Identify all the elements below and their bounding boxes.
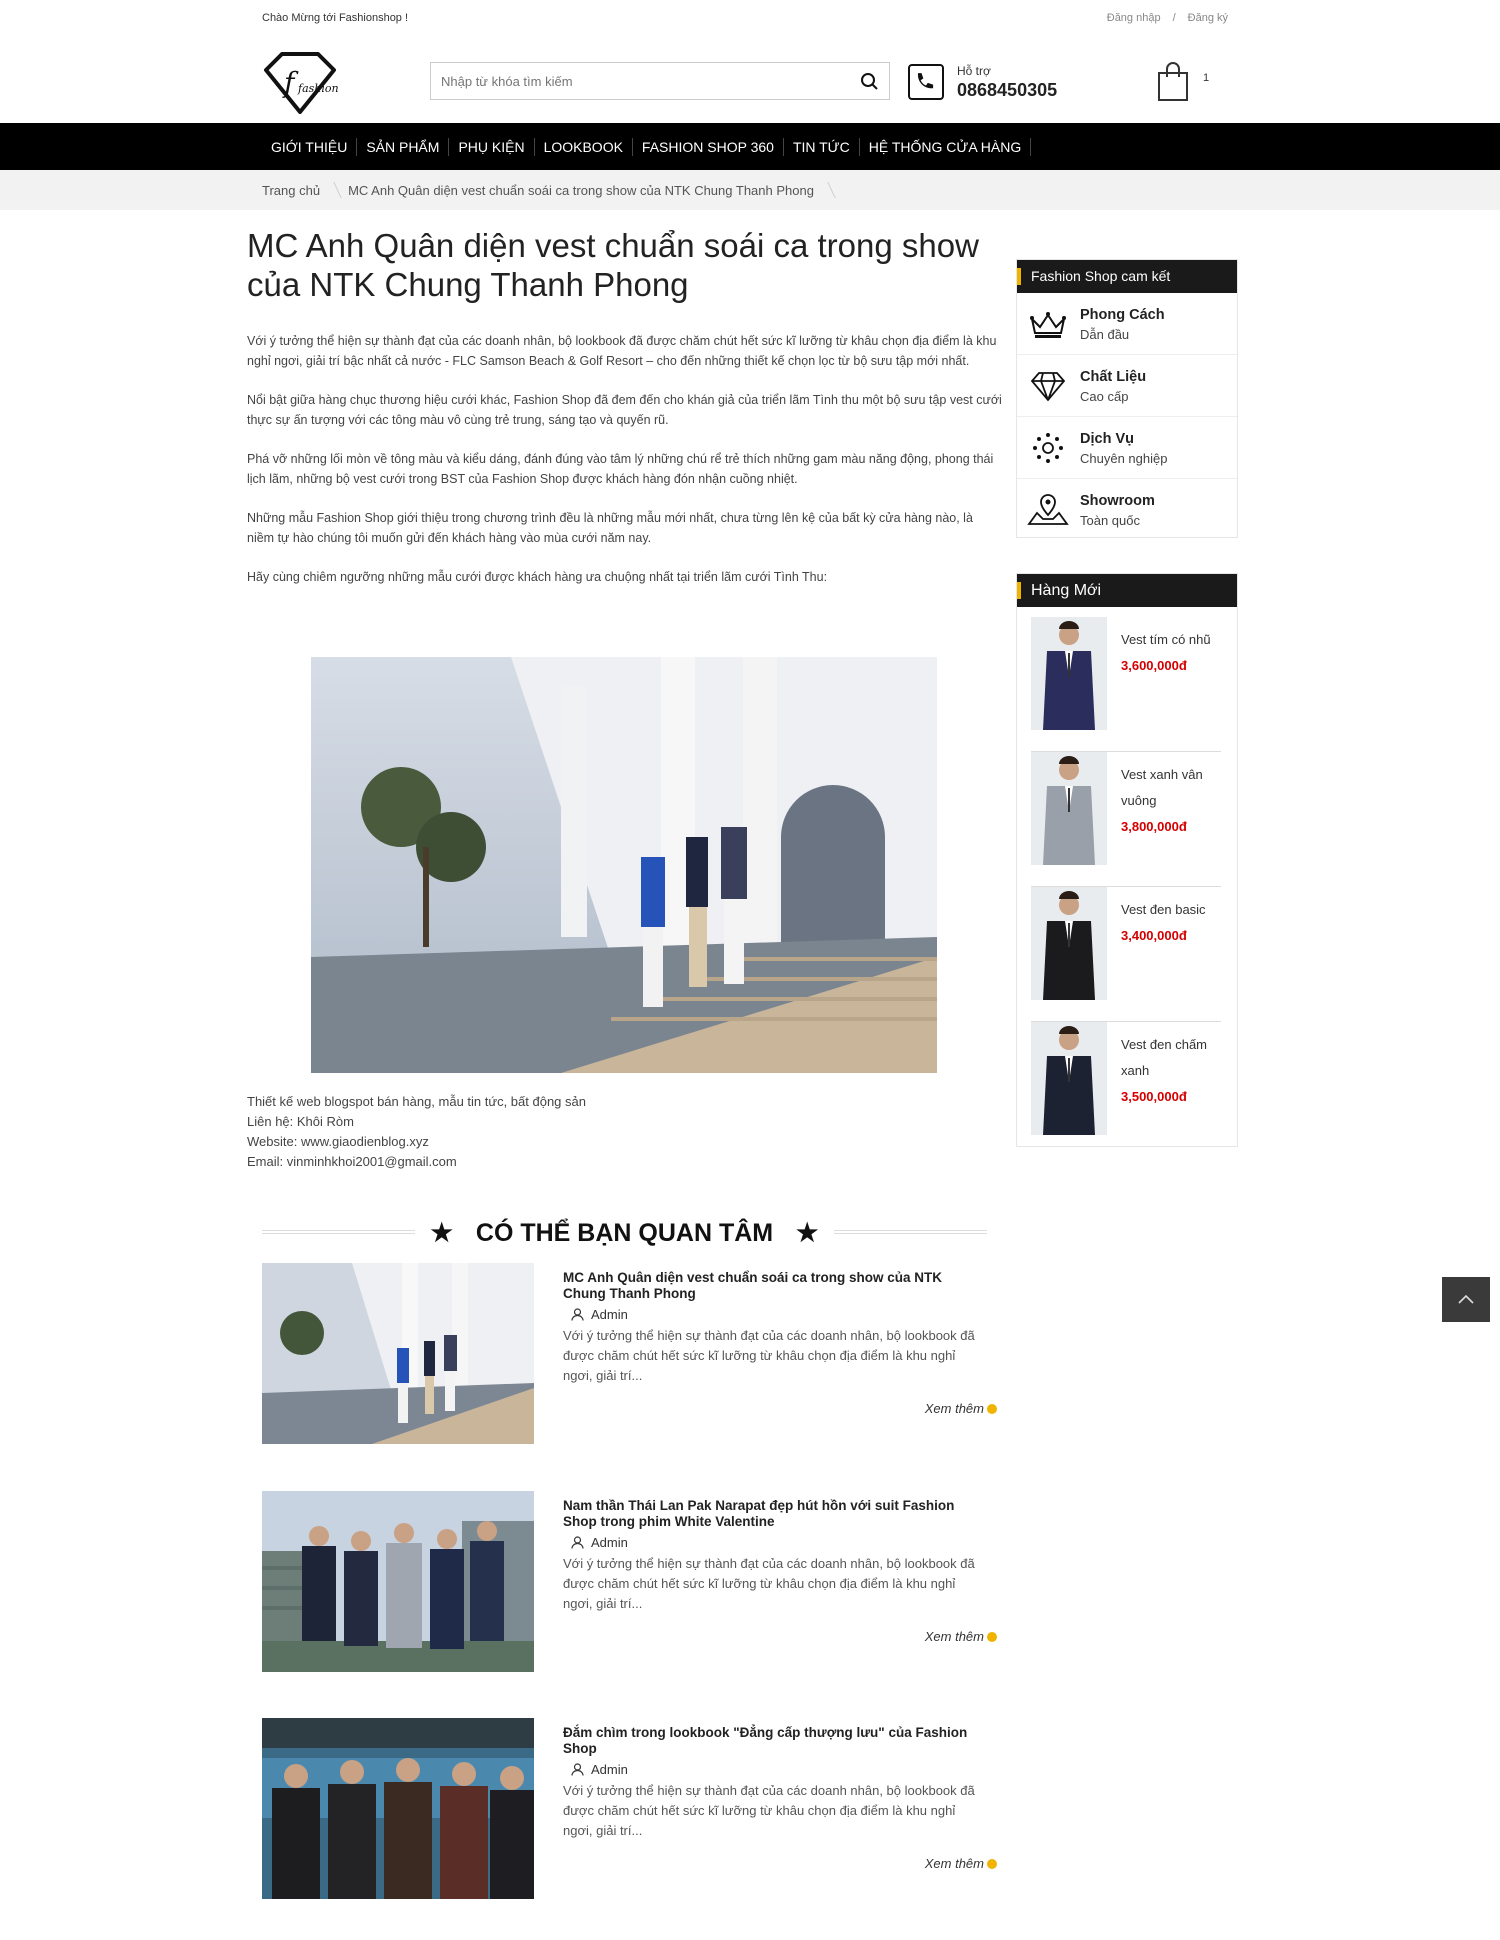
site-header — [0, 36, 1500, 123]
commitment-sub: Toàn quốc — [1080, 513, 1140, 528]
arrow-circle-icon — [987, 1859, 997, 1869]
search-box — [430, 62, 890, 100]
nav-item-he-thong-cua-hang[interactable]: HỆ THỐNG CỬA HÀNG — [860, 138, 1032, 156]
user-icon — [571, 1763, 584, 1776]
nav-item-fashion-shop-360[interactable]: FASHION SHOP 360 — [633, 138, 784, 156]
nav-item-san-pham[interactable]: SẢN PHẨM — [357, 138, 449, 156]
register-link[interactable]: Đăng ký — [1187, 12, 1228, 24]
related-post-excerpt: Với ý tưởng thể hiện sự thành đạt của các doanh nhân, bộ lookbook đã được chăm chút hết sức kĩ lưỡng từ khâu chọn địa điểm là khu nghỉ ngơi, giải trí... — [563, 1783, 975, 1838]
map-pin-icon — [1027, 493, 1069, 527]
widget-title: Fashion Shop cam kết — [1017, 260, 1237, 293]
arrow-circle-icon — [987, 1404, 997, 1414]
product-price: 3,400,000đ — [1121, 928, 1187, 943]
post-author-name: Admin — [591, 1762, 628, 1777]
support-phone[interactable]: 0868450305 — [957, 80, 1058, 100]
article-paragraph: Nổi bật giữa hàng chục thương hiệu cưới khác, Fashion Shop đã đem đến cho khán giả của triển lãm Tình thu một bộ sưu tập vest cưới thực sự ấn tượng với các tông màu vô cùng trẻ trung, sáng tạo và quyến rũ. — [247, 393, 1002, 427]
user-icon — [571, 1308, 584, 1321]
related-post-title[interactable]: Đắm chìm trong lookbook "Đẳng cấp thượng lưu" của Fashion Shop — [563, 1725, 968, 1756]
related-thumbnail[interactable] — [262, 1718, 534, 1899]
arrow-circle-icon — [987, 1632, 997, 1642]
nav-item-tin-tuc[interactable]: TIN TỨC — [784, 138, 860, 156]
search-icon[interactable] — [857, 69, 883, 95]
related-post — [262, 1263, 997, 1445]
widget-title: Hàng Mới — [1017, 574, 1237, 607]
product-image[interactable] — [1031, 1022, 1107, 1135]
article-paragraph: Hãy cùng chiêm ngưỡng những mẫu cưới được khách hàng ưa chuộng nhất tại triển lãm cưới Tình Thu: — [247, 570, 828, 584]
phone-icon — [908, 64, 944, 100]
signature-line: Email: vinminhkhoi2001@gmail.com — [247, 1154, 457, 1169]
post-author-name: Admin — [591, 1535, 628, 1550]
commitment-item — [1017, 293, 1237, 355]
star-icon: ★ — [781, 1219, 826, 1247]
svg-text:fashion: fashion — [298, 82, 339, 95]
read-more-link[interactable] — [925, 1629, 997, 1644]
related-heading-text: CÓ THỂ BẠN QUAN TÂM — [468, 1219, 781, 1247]
product-item[interactable] — [1031, 1022, 1221, 1157]
product-price: 3,500,000đ — [1121, 1089, 1187, 1104]
read-more-link[interactable] — [925, 1856, 997, 1871]
related-post — [262, 1491, 997, 1673]
read-more-link[interactable] — [925, 1401, 997, 1416]
main-nav — [0, 123, 1500, 170]
commitment-title: Phong Cách — [1080, 307, 1165, 323]
cart-count: 1 — [1203, 72, 1210, 84]
commitment-item — [1017, 479, 1237, 541]
product-name[interactable]: Vest xanh vân vuông — [1121, 767, 1203, 808]
product-image[interactable] — [1031, 617, 1107, 730]
related-post-title[interactable]: MC Anh Quân diện vest chuẩn soái ca trong show của NTK Chung Thanh Phong — [563, 1270, 943, 1301]
product-name[interactable]: Vest đen chấm xanh — [1121, 1037, 1207, 1078]
commitment-item — [1017, 417, 1237, 479]
related-thumbnail[interactable] — [262, 1491, 534, 1672]
product-name[interactable]: Vest đen basic — [1121, 902, 1206, 917]
user-icon — [571, 1536, 584, 1549]
post-author — [571, 1535, 628, 1550]
commitment-sub: Chuyên nghiệp — [1080, 451, 1168, 466]
crown-icon — [1027, 307, 1069, 341]
article-signature — [247, 1092, 586, 1172]
article-body — [247, 226, 1002, 587]
read-more-label: Xem thêm — [924, 1856, 984, 1871]
related-thumbnail[interactable] — [262, 1263, 534, 1444]
nav-item-gioi-thieu[interactable]: GIỚI THIỆU — [262, 138, 357, 156]
star-icon: ★ — [423, 1219, 468, 1247]
commitment-title: Showroom — [1080, 493, 1155, 509]
product-name[interactable]: Vest tím có nhũ — [1121, 632, 1211, 647]
product-image[interactable] — [1031, 887, 1107, 1000]
chevron-up-icon — [1442, 1277, 1490, 1322]
product-item[interactable] — [1031, 617, 1221, 752]
commitment-title: Chất Liệu — [1080, 369, 1147, 385]
article-paragraph: Phá vỡ những lối mòn về tông màu và kiểu dáng, đánh đúng vào tâm lý những chú rể trẻ thích những gam màu năng động, phong thái lịch lãm, những bộ vest cưới trong BST của Fashion Shop được khách hàng đón nhận cuồng nhiệt. — [247, 452, 994, 486]
nav-item-phu-kien[interactable]: PHỤ KIỆN — [449, 138, 534, 156]
breadcrumb — [0, 170, 1500, 210]
auth-separator: / — [1172, 12, 1176, 24]
signature-line: Liên hệ: Khôi Ròm — [247, 1114, 354, 1129]
support-label: Hỗ trợ — [957, 64, 991, 78]
related-post — [262, 1718, 997, 1900]
page-title: MC Anh Quân diện vest chuẩn soái ca trong show của NTK Chung Thanh Phong — [247, 227, 979, 303]
product-price: 3,800,000đ — [1121, 819, 1187, 834]
svg-text:f: f — [284, 66, 295, 99]
new-products-widget — [1016, 573, 1238, 1147]
auth-links — [1101, 12, 1234, 24]
article-hero-image — [311, 657, 937, 1073]
commitment-title: Dịch Vụ — [1080, 431, 1134, 447]
related-post-title[interactable]: Nam thần Thái Lan Pak Narapat đẹp hút hồn với suit Fashion Shop trong phim White Valentine — [563, 1498, 955, 1529]
article-paragraph: Những mẫu Fashion Shop giới thiệu trong chương trình đều là những mẫu mới nhất, chưa từng lên kệ của bất kỳ cửa hàng nào, là niềm tự hào chúng tôi muốn gửi đến khách hàng vào mùa cưới năm nay. — [247, 511, 973, 545]
read-more-label: Xem thêm — [924, 1401, 984, 1416]
signature-line: Thiết kế web blogspot bán hàng, mẫu tin tức, bất động sản — [247, 1094, 586, 1109]
welcome-text: Chào Mừng tới Fashionshop ! — [262, 12, 409, 24]
fashion-logo[interactable] — [262, 52, 352, 114]
commitment-item — [1017, 355, 1237, 417]
post-author — [571, 1762, 628, 1777]
service-icon — [1027, 431, 1069, 465]
back-to-top-button[interactable] — [1442, 1277, 1490, 1322]
product-item[interactable] — [1031, 752, 1221, 887]
post-author — [571, 1307, 628, 1322]
post-author-name: Admin — [591, 1307, 628, 1322]
login-link[interactable]: Đăng nhập — [1106, 12, 1161, 24]
signature-line: Website: www.giaodienblog.xyz — [247, 1134, 429, 1149]
product-image[interactable] — [1031, 752, 1107, 865]
shopping-bag-icon[interactable] — [1156, 60, 1190, 102]
breadcrumb-home[interactable]: Trang chủ — [262, 183, 321, 198]
read-more-label: Xem thêm — [924, 1629, 984, 1644]
search-input[interactable] — [431, 63, 831, 99]
top-bar — [0, 0, 1500, 36]
breadcrumb-separator — [818, 182, 835, 198]
product-item[interactable] — [1031, 887, 1221, 1022]
related-heading — [262, 1214, 987, 1250]
diamond-icon — [1027, 369, 1069, 403]
breadcrumb-separator — [324, 182, 341, 198]
commitment-sub: Dẫn đầu — [1080, 327, 1130, 342]
breadcrumb-current: MC Anh Quân diện vest chuẩn soái ca trong show của NTK Chung Thanh Phong — [348, 183, 814, 198]
product-price: 3,600,000đ — [1121, 658, 1187, 673]
article-paragraph: Với ý tưởng thể hiện sự thành đạt của các doanh nhân, bộ lookbook đã được chăm chút hết sức kĩ lưỡng từ khâu chọn địa điểm là khu nghỉ ngơi, giải trí bậc nhất cả nước - FLC Samson Beach & Golf Resort – cho đến những thiết kế chọn lọc từ bộ sưu tập mới nhất. — [247, 334, 997, 368]
commitment-sub: Cao cấp — [1080, 389, 1129, 404]
related-post-excerpt: Với ý tưởng thể hiện sự thành đạt của các doanh nhân, bộ lookbook đã được chăm chút hết sức kĩ lưỡng từ khâu chọn địa điểm là khu nghỉ ngơi, giải trí... — [563, 1556, 975, 1611]
nav-item-lookbook[interactable]: LOOKBOOK — [535, 138, 633, 156]
commitment-widget — [1016, 259, 1238, 538]
related-post-excerpt: Với ý tưởng thể hiện sự thành đạt của các doanh nhân, bộ lookbook đã được chăm chút hết sức kĩ lưỡng từ khâu chọn địa điểm là khu nghỉ ngơi, giải trí... — [563, 1328, 975, 1383]
